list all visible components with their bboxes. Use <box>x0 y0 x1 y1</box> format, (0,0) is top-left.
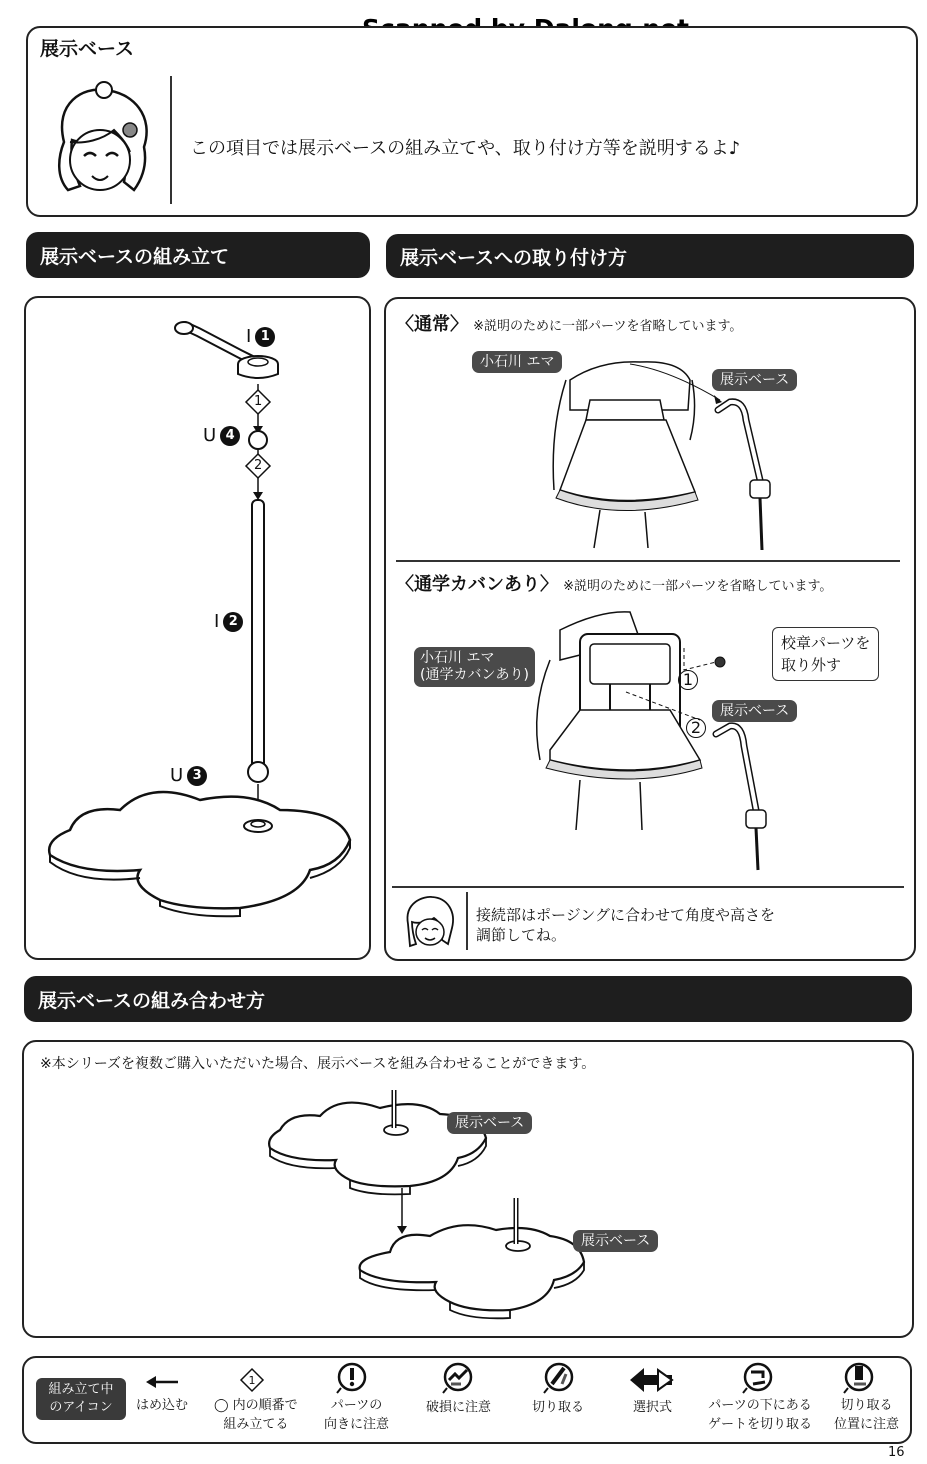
attach-title: 展示ベースへの取り付け方 <box>400 246 628 269</box>
attach-header <box>386 234 914 278</box>
legend-item-cut: 切り取る <box>532 1400 585 1415</box>
part-label-u3: U 3 <box>170 765 207 786</box>
tip-vertical-divider <box>466 892 468 950</box>
assembly-header <box>26 232 370 278</box>
bag-heading: 〈通学カバンあり〉 <box>396 574 558 595</box>
combine-title: 展示ベースの組み合わせ方 <box>38 989 266 1012</box>
tip-character-icon <box>400 894 458 948</box>
combine-note: ※本シリーズを複数ご購入いただいた場合、展示ベースを組み合わせることができます。 <box>40 1056 596 1072</box>
tip-divider <box>392 886 904 888</box>
step-2-number: 2 <box>254 458 263 473</box>
cut-position-icon <box>842 1362 876 1394</box>
intro-divider <box>170 76 172 204</box>
callout-line1: 校章パーツを <box>781 634 871 652</box>
page-number: 16 <box>888 1445 905 1460</box>
choice-icon <box>628 1366 674 1394</box>
svg-text:1: 1 <box>248 1374 256 1387</box>
legend-item-direction: パーツの 向きに注意 <box>324 1398 390 1432</box>
caution-icon <box>335 1362 369 1394</box>
legend-box-line2: のアイコン <box>49 1400 113 1415</box>
character-face-icon <box>44 82 156 200</box>
normal-note: ※説明のために一部パーツを省略しています。 <box>473 319 743 334</box>
stand-assembly-diagram <box>40 310 360 920</box>
bag-note: ※説明のために一部パーツを省略しています。 <box>563 579 833 594</box>
legend-item-choice: 選択式 <box>633 1400 673 1415</box>
step-number-icon <box>240 1368 264 1392</box>
figure-bag-illustration <box>520 600 810 870</box>
bag-figure-label <box>414 647 535 687</box>
bag-figure-label-line2: (通学カバンあり) <box>420 667 529 683</box>
attach-divider <box>396 560 900 562</box>
combine-label-bottom: 展示ベース <box>573 1230 658 1252</box>
bag-base-label: 展示ベース <box>712 700 797 722</box>
bag-figure-label-line1: 小石川 エマ <box>420 650 495 666</box>
part-label-i2: I 2 <box>214 611 243 632</box>
legend-item-break: 破損に注意 <box>426 1400 492 1415</box>
normal-heading: 〈通常〉 <box>396 314 468 335</box>
legend-item-insert: はめ込む <box>136 1398 189 1413</box>
intro-title: 展示ベース <box>40 38 135 60</box>
gate-cut-icon <box>741 1362 775 1394</box>
legend-item-gate: パーツの下にある ゲートを切り取る <box>708 1398 813 1432</box>
legend-item-order: ◯ 内の順番で 組み立てる <box>214 1398 298 1432</box>
normal-heading-row <box>396 310 742 336</box>
bag-heading-row <box>396 570 832 596</box>
tip-text-line1: 接続部はポージングに合わせて角度や高さを <box>476 906 776 924</box>
break-caution-icon <box>441 1362 475 1394</box>
cut-icon <box>542 1362 576 1394</box>
intro-panel <box>26 26 918 217</box>
figure-normal-illustration <box>530 340 810 550</box>
arrow-icon <box>144 1372 180 1392</box>
part-label-i1: I 1 <box>246 326 275 347</box>
callout-line2: 取り外す <box>781 656 842 674</box>
combine-label-top: 展示ベース <box>447 1112 532 1134</box>
legend-box-line1: 組み立て中 <box>48 1382 114 1397</box>
bag-step-1: 1 <box>678 670 698 690</box>
legend-item-cut-position: 切り取る 位置に注意 <box>834 1398 900 1432</box>
tip-text-line2: 調節してね。 <box>476 926 567 944</box>
legend-box <box>36 1378 126 1420</box>
normal-base-label: 展示ベース <box>712 369 797 391</box>
part-label-u4: U 4 <box>203 425 240 446</box>
step-1-number: 1 <box>254 394 263 409</box>
normal-figure-label: 小石川 エマ <box>472 351 562 373</box>
bag-step-2: 2 <box>686 718 706 738</box>
combine-header <box>24 976 912 1022</box>
combine-bases-diagram <box>260 1090 590 1320</box>
assembly-title: 展示ベースの組み立て <box>40 245 230 268</box>
intro-description: この項目では展示ベースの組み立てや、取り付け方等を説明するよ♪ <box>190 138 741 159</box>
